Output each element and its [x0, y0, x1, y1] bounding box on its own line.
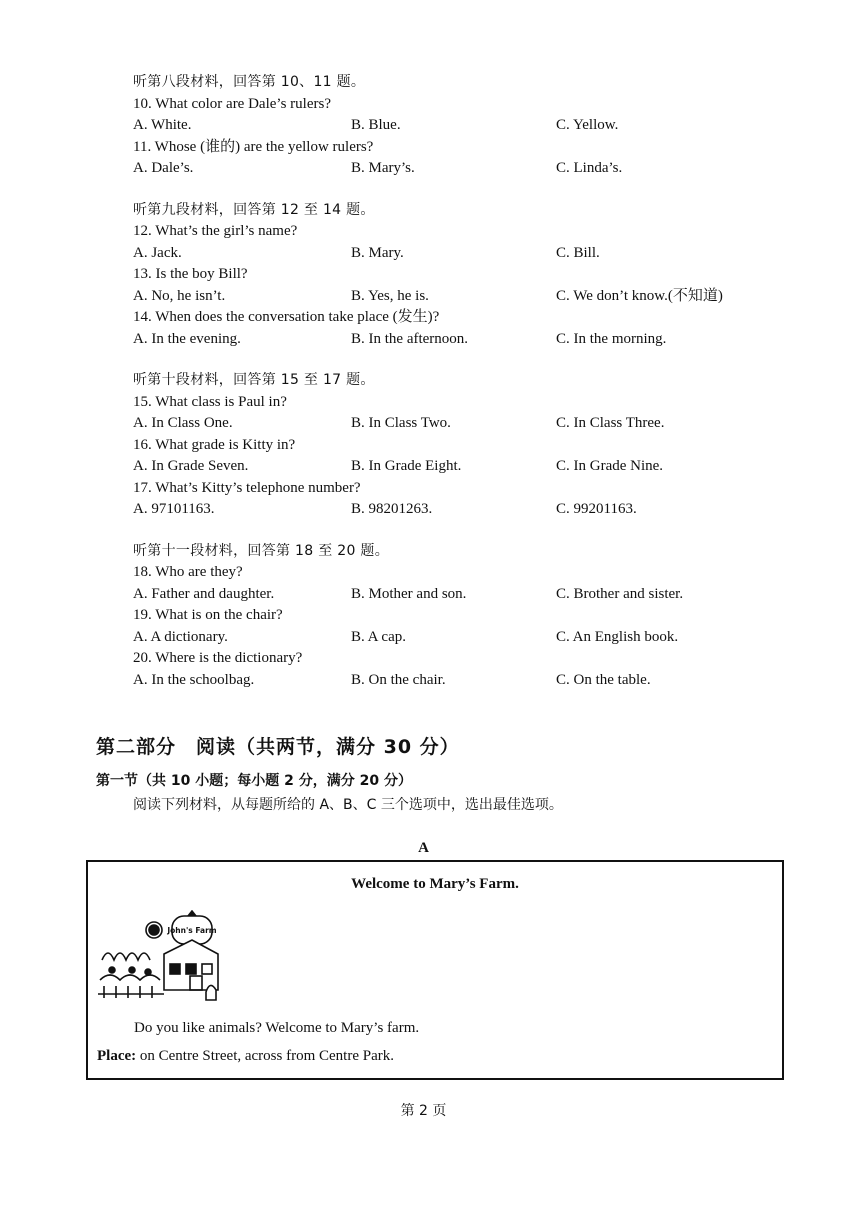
passage-title: Welcome to Mary’s Farm.	[351, 876, 519, 892]
question-options	[133, 413, 773, 435]
page-number: 第 2 页	[400, 1103, 447, 1119]
passage-intro: Do you like animals? Welcome to Mary’s farm.	[134, 1020, 420, 1036]
question-options	[133, 456, 773, 478]
option-a: A. In the evening.	[133, 330, 241, 347]
question-text: 13. Is the boy Bill?	[133, 266, 248, 282]
section-one-title: 第一节（共 10 小题；每小题 2 分，满分 20 分）	[96, 773, 412, 789]
option-a: A. White.	[133, 117, 192, 133]
option-b: B. In Class Two.	[351, 415, 451, 431]
question-options	[133, 499, 773, 521]
passage-a-box	[86, 860, 784, 1080]
place-value: on Centre Street, across from Centre Park.	[136, 1048, 394, 1064]
option-a: A. A dictionary.	[133, 628, 228, 645]
question-text: 15. What class is Paul in?	[133, 393, 287, 410]
place-label: Place:	[97, 1048, 137, 1064]
question-text: 18. Who are they?	[133, 564, 243, 580]
listening-group-8	[133, 72, 773, 180]
option-b: B. Blue.	[351, 117, 401, 133]
option-c: C. In Grade Nine.	[556, 458, 664, 474]
question-options	[133, 115, 773, 137]
question-options	[133, 627, 773, 649]
listening-group-10	[133, 370, 773, 521]
option-c: C. Bill.	[556, 244, 600, 261]
group-heading: 听第十段材料，回答第 15 至 17 题。	[133, 372, 375, 388]
question-options	[133, 584, 773, 606]
question-text: 10. What color are Dale’s rulers?	[133, 95, 331, 112]
option-b: B. In the afternoon.	[351, 330, 469, 347]
option-c: C. In the morning.	[556, 330, 667, 347]
part-two-title: 第二部分 阅读（共两节，满分 30 分）	[96, 736, 460, 758]
option-c: C. On the table.	[556, 671, 651, 688]
listening-section	[133, 72, 773, 711]
option-c: C. In Class Three.	[556, 415, 665, 431]
option-c: C. We don’t know.(不知道)	[556, 287, 723, 304]
option-b: B. Mary.	[351, 244, 404, 261]
group-heading: 听第八段材料，回答第 10、11 题。	[133, 74, 366, 90]
option-a: A. No, he isn’t.	[133, 287, 226, 304]
option-a: A. Father and daughter.	[133, 585, 275, 602]
option-a: A. Jack.	[133, 244, 182, 261]
question-text: 17. What’s Kitty’s telephone number?	[133, 479, 361, 496]
option-b: B. Mother and son.	[351, 585, 467, 602]
option-a: A. In Grade Seven.	[133, 458, 249, 474]
question-text: 20. Where is the dictionary?	[133, 650, 303, 666]
option-b: B. In Grade Eight.	[351, 458, 462, 474]
option-b: B. A cap.	[351, 628, 406, 645]
question-options	[133, 158, 773, 180]
farm-sign-text: John's Farm	[167, 926, 217, 935]
option-b: B. On the chair.	[351, 671, 446, 688]
option-a: A. In the schoolbag.	[133, 671, 255, 688]
option-c: C. 99201163.	[556, 501, 637, 517]
option-c: C. An English book.	[556, 628, 679, 645]
option-a: A. Dale’s.	[133, 160, 194, 176]
option-c: C. Brother and sister.	[556, 585, 684, 602]
option-b: B. 98201263.	[351, 501, 433, 517]
option-a: A. In Class One.	[133, 415, 233, 431]
question-options	[133, 329, 773, 351]
passage-label: A	[418, 840, 429, 856]
option-c: C. Linda’s.	[556, 160, 623, 176]
question-text: 12. What’s the girl’s name?	[133, 223, 298, 239]
question-options	[133, 670, 773, 692]
question-text: 14. When does the conversation take place (发生)?	[133, 309, 440, 325]
farm-illustration	[98, 910, 220, 1004]
option-a: A. 97101163.	[133, 501, 215, 517]
group-heading: 听第十一段材料，回答第 18 至 20 题。	[133, 542, 390, 559]
question-options	[133, 286, 773, 308]
option-b: B. Mary’s.	[351, 160, 415, 176]
question-text: 16. What grade is Kitty in?	[133, 436, 296, 453]
question-text: 11. Whose (谁的) are the yellow rulers?	[133, 138, 374, 155]
option-c: C. Yellow.	[556, 117, 619, 133]
passage-place	[97, 1048, 394, 1065]
question-options	[133, 243, 773, 265]
listening-group-11	[133, 541, 773, 692]
question-text: 19. What is on the chair?	[133, 607, 283, 623]
option-b: B. Yes, he is.	[351, 287, 429, 304]
listening-group-9	[133, 200, 773, 351]
reading-instruction: 阅读下列材料，从每题所给的 A、B、C 三个选项中，选出最佳选项。	[133, 797, 563, 813]
group-heading: 听第九段材料，回答第 12 至 14 题。	[133, 201, 375, 218]
